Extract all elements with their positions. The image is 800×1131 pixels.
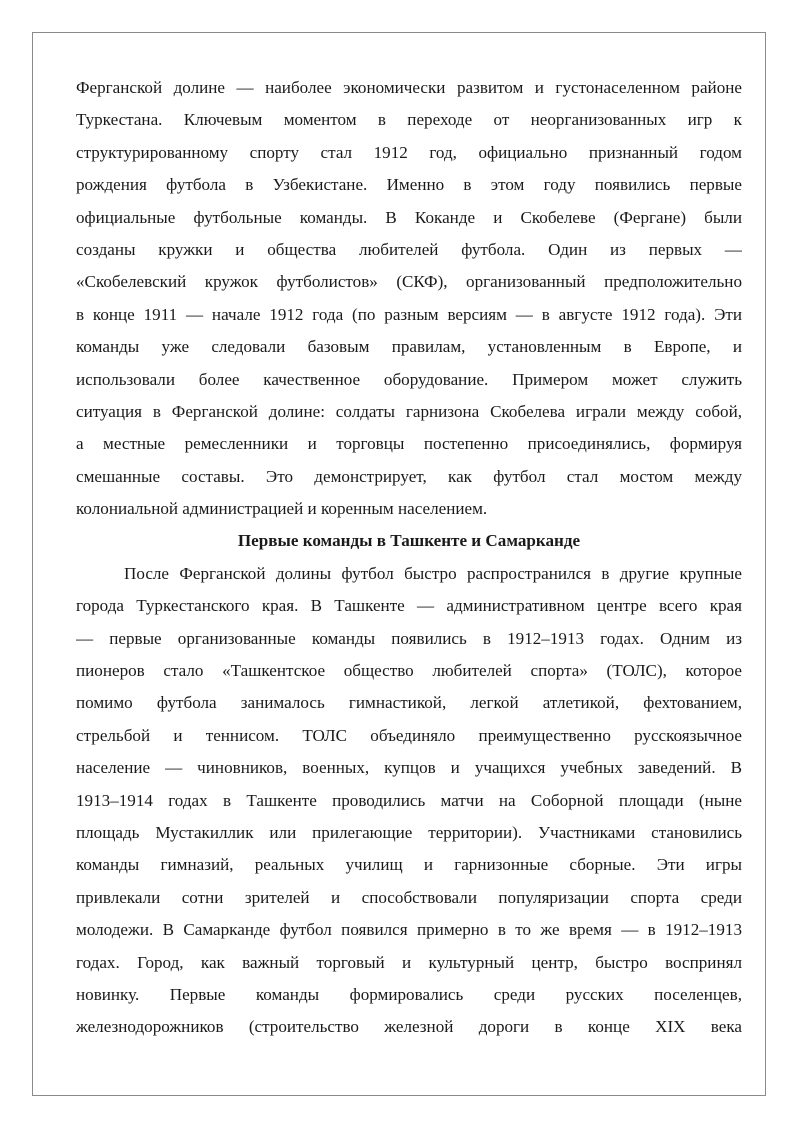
- text-line: в конце 1911 — начале 1912 года (по разным версиям — в августе 1912 года). Эти: [76, 304, 742, 324]
- text-line: команды гимназий, реальных училищ и гарнизонные сборные. Эти игры: [76, 855, 742, 875]
- text-line: молодежи. В Самарканде футбол появился примерно в то же время — в 1912–1913: [76, 920, 742, 940]
- text-line: «Скобелевский кружок футболистов» (СКФ), организованный предположительно: [76, 272, 742, 292]
- text-line: официальные футбольные команды. В Коканде и Скобелеве (Фергане) были: [76, 207, 742, 227]
- text-line: привлекали сотни зрителей и способствовали популяризации спорта среди: [76, 887, 742, 907]
- document-body: [76, 72, 742, 1044]
- section-heading: Первые команды в Ташкенте и Самарканде: [237, 531, 581, 551]
- text-line: стрельбой и теннисом. ТОЛС объединяло преимущественно русскоязычное: [76, 725, 742, 745]
- text-line: команды уже следовали базовым правилам, установленным в Европе, и: [76, 337, 742, 357]
- text-line: а местные ремесленники и торговцы постепенно присоединялись, формируя: [76, 434, 742, 454]
- text-line: пионеров стало «Ташкентское общество любителей спорта» (ТОЛС), которое: [76, 661, 742, 681]
- text-line: использовали более качественное оборудование. Примером может служить: [76, 369, 742, 389]
- text-line: созданы кружки и общества любителей футбола. Один из первых —: [76, 239, 742, 259]
- text-line: 1913–1914 годах в Ташкенте проводились матчи на Соборной площади (ныне: [76, 790, 742, 810]
- text-line: площадь Мустакиллик или прилегающие территории). Участниками становились: [76, 822, 742, 842]
- text-line: структурированному спорту стал 1912 год, официально признанный годом: [76, 142, 742, 162]
- text-line: смешанные составы. Это демонстрирует, как футбол стал мостом между: [76, 466, 742, 486]
- paragraph-continuation: [76, 72, 742, 525]
- text-line: помимо футбола занималось гимнастикой, легкой атлетикой, фехтованием,: [76, 693, 742, 713]
- text-line: население — чиновников, военных, купцов и учащихся учебных заведений. В: [76, 758, 742, 778]
- text-line: железнодорожников (строительство железной дороги в конце XIX века: [76, 1017, 742, 1037]
- text-line: ситуация в Ферганской долине: солдаты гарнизона Скобелева играли между собой,: [76, 401, 742, 421]
- text-line: Туркестана. Ключевым моментом в переходе от неорганизованных игр к: [76, 110, 742, 130]
- text-line: После Ферганской долины футбол быстро распространился в другие крупные: [124, 563, 742, 583]
- text-line: рождения футбола в Узбекистане. Именно в этом году появились первые: [76, 175, 742, 195]
- text-line: годах. Город, как важный торговый и культурный центр, быстро воспринял: [76, 952, 742, 972]
- text-line: новинку. Первые команды формировались среди русских поселенцев,: [76, 984, 742, 1004]
- paragraph-first-teams: [76, 558, 742, 1044]
- text-line: Ферганской долине — наиболее экономически развитом и густонаселенном районе: [76, 78, 742, 97]
- text-line: колониальной администрацией и коренным населением.: [76, 499, 488, 519]
- text-line: города Туркестанского края. В Ташкенте — административном центре всего края: [76, 596, 742, 616]
- text-line: — первые организованные команды появились в 1912–1913 годах. Одним из: [76, 628, 742, 648]
